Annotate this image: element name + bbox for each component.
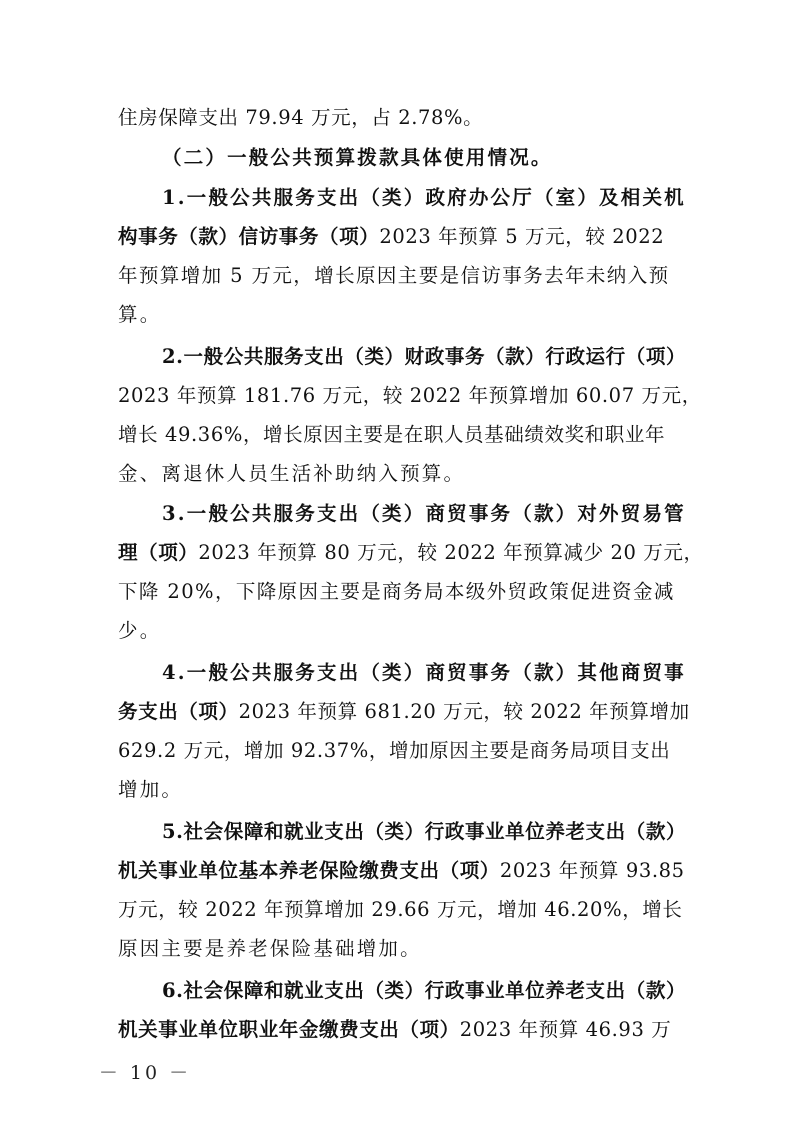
item-1-line <box>118 257 678 295</box>
line-text: 少。 <box>118 619 162 642</box>
line-bold-text: 3.一般公共服务支出（类）商贸事务（款）对外贸易管 <box>162 502 686 525</box>
item-4-line <box>118 771 678 809</box>
line-text: 增加。 <box>118 778 184 801</box>
line-bold-text: 6.社会保障和就业支出（类）行政事业单位养老支出（款） <box>162 979 687 1002</box>
item-2-heading-line <box>162 338 687 376</box>
item-2-line <box>118 455 678 493</box>
line-bold-text: 5.社会保障和就业支出（类）行政事业单位养老支出（款） <box>162 820 687 843</box>
item-2-line <box>118 416 678 454</box>
line-text: 2023 年预算 46.93 万 <box>459 1018 672 1041</box>
item-5-line <box>118 852 685 890</box>
item-3-heading-line <box>162 495 686 533</box>
line-bold-text: 1.一般公共服务支出（类）政府办公厅（室）及相关机 <box>162 186 686 209</box>
item-4-line <box>118 732 678 770</box>
line-text: 年预算增加 5 万元，增长原因主要是信访事务去年未纳入预 <box>118 264 670 287</box>
item-3-line <box>118 573 678 611</box>
line-text: 算。 <box>118 303 162 326</box>
line-text: 2023 年预算 5 万元，较 2022 <box>379 225 665 248</box>
item-6-line <box>118 1011 678 1049</box>
item-5-line <box>118 891 683 929</box>
paragraph-line <box>118 99 678 137</box>
item-4-heading-line <box>162 654 686 692</box>
item-6-heading-line <box>162 972 687 1010</box>
item-3-line <box>118 534 704 572</box>
line-bold-text: 机关事业单位基本养老保险缴费支出（项） <box>118 859 500 882</box>
item-4-line <box>118 693 690 731</box>
line-text: 2023 年预算 80 万元，较 2022 年预算减少 20 万元， <box>198 541 704 564</box>
line-bold-text: 2.一般公共服务支出（类）财政事务（款）行政运行（项） <box>162 345 687 368</box>
line-text: 万元，较 2022 年预算增加 29.66 万元，增加 46.20%，增长 <box>118 898 683 921</box>
item-1-line <box>118 296 678 334</box>
item-5-line <box>118 930 678 968</box>
line-bold-text: 务支出（项） <box>118 700 239 723</box>
line-text: 629.2 万元，增加 92.37%，增加原因主要是商务局项目支出 <box>118 739 671 762</box>
line-text: 下降 20%，下降原因主要是商务局本级外贸政策促进资金减 <box>118 580 675 603</box>
line-text: （二）一般公共预算拨款具体使用情况。 <box>162 146 553 169</box>
item-2-line <box>118 377 702 415</box>
line-text: 增长 49.36%，增长原因主要是在职人员基础绩效奖和职业年 <box>118 423 666 446</box>
line-bold-text: 机关事业单位职业年金缴费支出（项） <box>118 1018 460 1041</box>
item-1-heading-line <box>162 179 686 217</box>
item-1-line <box>118 218 678 256</box>
line-bold-text: 构事务（款）信访事务（项） <box>118 225 380 248</box>
line-bold-text: 理（项） <box>118 541 199 564</box>
line-text: 2023 年预算 681.20 万元，较 2022 年预算增加 <box>238 700 690 723</box>
line-bold-text: 4.一般公共服务支出（类）商贸事务（款）其他商贸事 <box>162 661 686 684</box>
page-number: － 10 － <box>98 1062 192 1084</box>
line-text: 原因主要是养老保险基础增加。 <box>118 937 422 960</box>
line-text: 2023 年预算 181.76 万元，较 2022 年预算增加 60.07 万元， <box>118 384 702 407</box>
item-3-line <box>118 612 678 650</box>
item-5-heading-line <box>162 813 687 851</box>
line-text: 2023 年预算 93.85 <box>499 859 685 882</box>
line-text: 住房保障支出 79.94 万元，占 2.78%。 <box>118 106 484 129</box>
line-text: 金、离退休人员生活补助纳入预算。 <box>118 462 466 485</box>
section-heading <box>162 139 678 177</box>
